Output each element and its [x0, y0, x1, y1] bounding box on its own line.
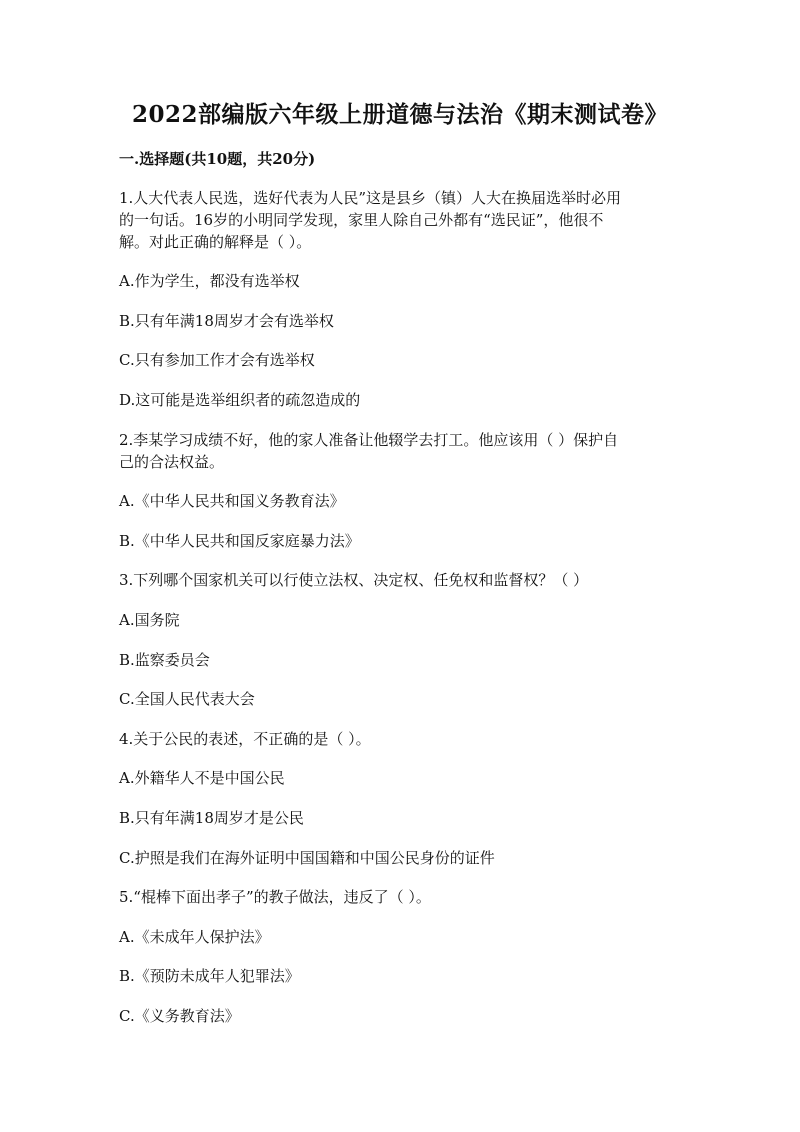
question-5-option-a: A.《未成年人保护法》	[119, 928, 270, 946]
question-5-stem-line-1: 5.“棍棒下面出孝子”的教子做法，违反了（ ）。	[119, 888, 431, 906]
question-4-stem-line-1: 4.关于公民的表述，不正确的是（ ）。	[119, 730, 371, 748]
question-1-stem-line-1: 1.人大代表人民选，选好代表为人民”这是县乡（镇）人大在换届选举时必用	[119, 189, 621, 207]
question-2-option-a: A.《中华人民共和国义务教育法》	[119, 492, 345, 510]
question-1-stem-line-2: 的一句话。16岁的小明同学发现，家里人除自己外都有“选民证”，他很不	[119, 211, 604, 229]
question-4-option-c: C.护照是我们在海外证明中国国籍和中国公民身份的证件	[119, 849, 495, 867]
question-5-option-c: C.《义务教育法》	[119, 1007, 240, 1025]
question-3-option-c: C.全国人民代表大会	[119, 690, 255, 708]
section-heading: 一.选择题(共10题，共20分)	[119, 150, 316, 168]
question-1-option-c: C.只有参加工作才会有选举权	[119, 351, 315, 369]
question-1-option-d: D.这可能是选举组织者的疏忽造成的	[119, 391, 361, 409]
question-3-option-a: A.国务院	[119, 611, 180, 629]
question-1-stem-line-3: 解。对此正确的解释是（ ）。	[119, 233, 312, 251]
question-5-option-b: B.《预防未成年人犯罪法》	[119, 967, 300, 985]
question-2-option-b: B.《中华人民共和国反家庭暴力法》	[119, 532, 360, 550]
question-1-option-b: B.只有年满18周岁才会有选举权	[119, 312, 334, 330]
question-2-stem-line-2: 己的合法权益。	[119, 453, 225, 471]
question-4-option-a: A.外籍华人不是中国公民	[119, 769, 285, 787]
question-3-stem-line-1: 3.下列哪个国家机关可以行使立法权、决定权、任免权和监督权？（ ）	[119, 571, 589, 589]
question-4-option-b: B.只有年满18周岁才是公民	[119, 809, 304, 827]
question-1-option-a: A.作为学生，都没有选举权	[119, 272, 300, 290]
question-2-stem-line-1: 2.李某学习成绩不好，他的家人准备让他辍学去打工。他应该用（ ）保护自	[119, 431, 619, 449]
question-3-option-b: B.监察委员会	[119, 651, 210, 669]
page-title: 2022部编版六年级上册道德与法治《期末测试卷》	[131, 101, 668, 128]
